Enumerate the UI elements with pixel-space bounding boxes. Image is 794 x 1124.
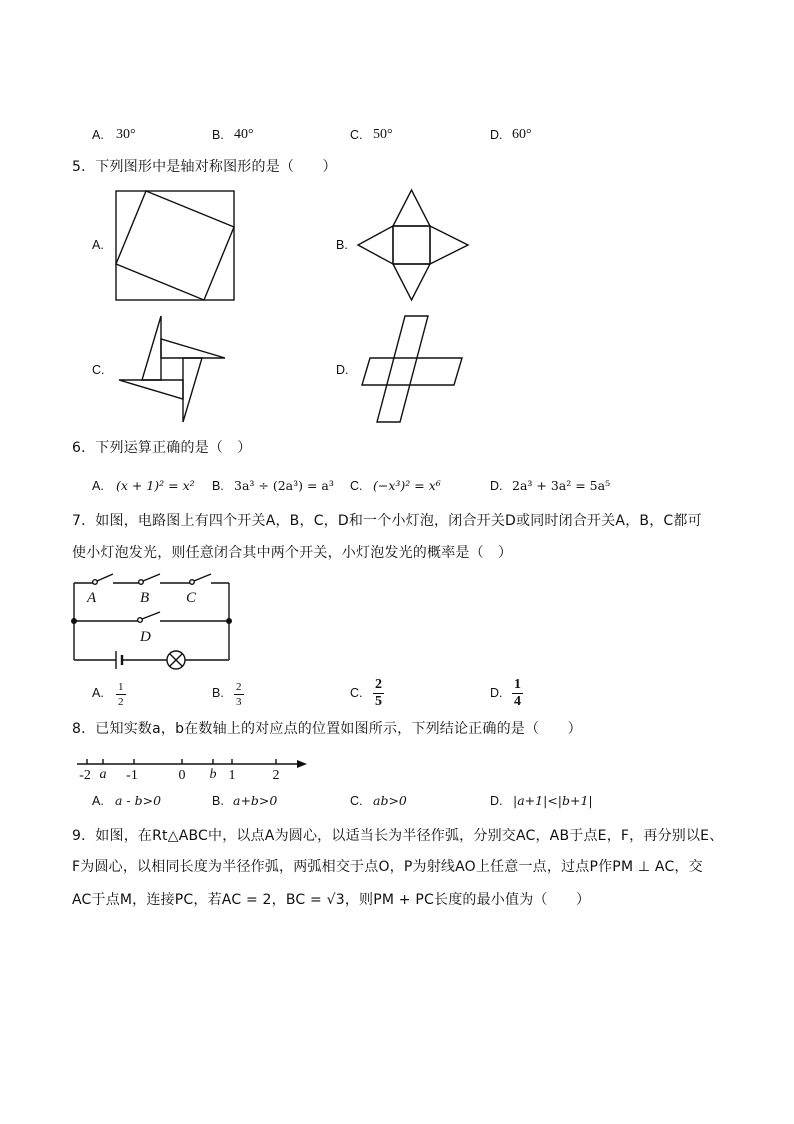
q6-option-c-label: C.: [350, 479, 363, 493]
q7-option-b-fraction: [234, 681, 244, 708]
q8-option-c-label: C.: [350, 794, 363, 808]
q7-option-a-label: A.: [92, 686, 104, 700]
q7-option-d-label: D.: [490, 686, 503, 700]
tick-label: 1: [228, 768, 236, 783]
q7-circuit-diagram: [68, 565, 236, 675]
q7-stem-line-1: 7．如图，电路图上有四个开关A，B，C，D和一个小灯泡，闭合开关D或同时闭合开关A，B，C都可: [72, 513, 702, 529]
switch-c-lever: [194, 574, 211, 581]
tick-label: -1: [126, 768, 138, 783]
q5-figure-d: [355, 310, 470, 428]
pinwheel-blade-left: [119, 380, 183, 399]
q9-stem-line-1: 9．如图，在Rt△ABC中，以点A为圆心，以适当长为半径作弧，分别交AC，AB于点E，F，再分别以E、: [72, 828, 724, 844]
q6-option-d-label: D.: [490, 479, 503, 493]
numerator: 2: [236, 681, 242, 693]
q7-option-c-fraction: [373, 678, 384, 709]
q7-option-a-fraction: [116, 681, 126, 708]
q6-option-c-expr: (−x³)² = x⁶: [373, 478, 441, 493]
q5-stem: 5．下列图形中是轴对称图形的是（ ）: [72, 159, 337, 175]
denominator: 4: [514, 694, 521, 709]
q5-figure-a: [110, 185, 240, 307]
vertical-parallelogram-strip: [377, 316, 428, 422]
q5-option-b-label: B.: [336, 238, 348, 252]
center-square: [393, 226, 430, 264]
switch-a-pivot: [93, 580, 98, 585]
q7-option-d-fraction: [512, 678, 523, 709]
q7-option-b-label: B.: [212, 686, 224, 700]
q9-stem-line-3: AC于点M，连接PC，若AC = 2，BC = √3，则PM + PC长度的最小值为（ ）: [72, 892, 591, 908]
q6-option-b-expr: 3a³ ÷ (2a³) = a³: [234, 478, 334, 493]
switch-d-label: D: [140, 629, 151, 645]
switch-a-label: A: [87, 590, 97, 606]
q8-option-b-label: B.: [212, 794, 224, 808]
numerator: 1: [514, 677, 521, 692]
q8-number-line: [70, 748, 315, 788]
q8-option-d-label: D.: [490, 794, 503, 808]
q4-option-a-label: A.: [92, 128, 104, 142]
denominator: 3: [236, 696, 242, 708]
q4-option-d-value: 60°: [512, 127, 532, 142]
q8-option-b-expr: a+b>0: [233, 793, 278, 808]
pinwheel-blade-right: [161, 339, 225, 358]
q4-option-a-value: 30°: [116, 127, 136, 142]
tick-label: a: [99, 767, 107, 782]
switch-b-pivot: [139, 580, 144, 585]
switch-c-label: C: [186, 590, 197, 606]
q4-option-b-value: 40°: [234, 127, 254, 142]
numerator: 2: [375, 677, 382, 692]
q7-option-c-label: C.: [350, 686, 363, 700]
numerator: 1: [118, 681, 124, 693]
q5-option-d-label: D.: [336, 363, 349, 377]
tick-label: b: [209, 767, 217, 782]
q4-option-c-label: C.: [350, 128, 363, 142]
tick-label: 2: [272, 768, 280, 783]
left-triangle: [358, 226, 393, 264]
q8-option-a-expr: a - b>0: [115, 793, 162, 808]
right-triangle: [430, 226, 468, 264]
q5-option-c-label: C.: [92, 363, 105, 377]
q6-option-b-label: B.: [212, 479, 224, 493]
q8-option-c-expr: ab>0: [373, 793, 407, 808]
switch-d-lever: [142, 612, 160, 619]
q9-stem-line-2: F为圆心，以相同长度为半径作弧，两弧相交于点O，P为射线AO上任意一点，过点P作PM ⊥ AC，交: [72, 859, 703, 875]
tick-label: -2: [79, 768, 91, 783]
inner-square: [116, 191, 234, 300]
outer-square: [116, 191, 234, 300]
junction-dot-left: [71, 618, 77, 624]
q6-option-a-label: A.: [92, 479, 104, 493]
q5-option-a-label: A.: [92, 238, 104, 252]
switch-d-pivot: [138, 618, 143, 623]
pinwheel-blade-down: [183, 358, 202, 422]
switch-b-lever: [143, 574, 160, 581]
q6-stem: 6．下列运算正确的是（ ）: [72, 440, 252, 456]
q5-figure-b: [352, 184, 474, 306]
switch-b-label: B: [140, 590, 150, 606]
switch-c-pivot: [190, 580, 195, 585]
q8-option-d-expr: |a+1|<|b+1|: [513, 793, 593, 808]
axis-arrow-icon: [297, 760, 307, 768]
horizontal-parallelogram-band: [362, 358, 462, 385]
denominator: 2: [118, 696, 124, 708]
bottom-triangle: [393, 264, 430, 300]
q8-stem: 8．已知实数a，b在数轴上的对应点的位置如图所示，下列结论正确的是（ ）: [72, 721, 582, 737]
q6-option-a-expr: (x + 1)² = x²: [116, 478, 195, 493]
q7-stem-line-2: 使小灯泡发光，则任意闭合其中两个开关，小灯泡发光的概率是（ ）: [72, 545, 513, 561]
q8-option-a-label: A.: [92, 794, 104, 808]
q5-figure-c: [110, 310, 235, 428]
q6-option-d-expr: 2a³ + 3a² = 5a⁵: [512, 478, 611, 493]
denominator: 5: [375, 694, 382, 709]
junction-dot-right: [226, 618, 232, 624]
switch-a-lever: [97, 574, 113, 581]
pinwheel-blade-up: [142, 316, 161, 380]
q4-option-c-value: 50°: [373, 127, 393, 142]
q4-option-d-label: D.: [490, 128, 503, 142]
q4-option-b-label: B.: [212, 128, 224, 142]
top-triangle: [393, 190, 430, 226]
tick-label: 0: [178, 768, 186, 783]
